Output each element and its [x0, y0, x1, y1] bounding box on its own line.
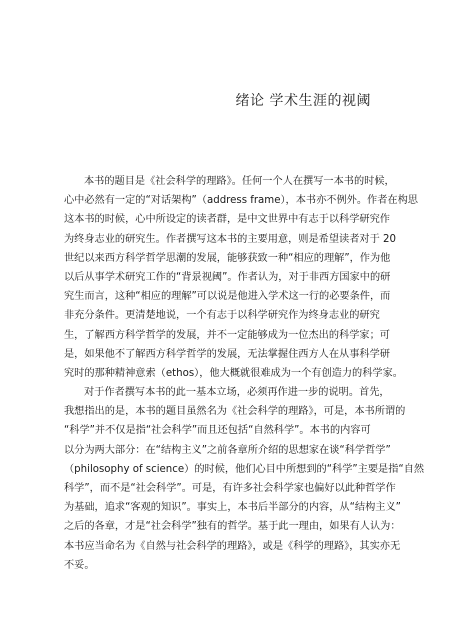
text-line: （philosophy of science）的时候，他们心目中所想到的“科学”主要是指“自然	[64, 463, 425, 475]
text-line: 以分为两大部分：在“结构主义”之前各章所介绍的思想家在谈“科学哲学”	[64, 444, 391, 456]
text-line: “科学”并不仅是指“社会科学”而且还包括“自然科学”。本书的内容可	[64, 425, 371, 437]
paragraph	[64, 172, 418, 383]
text-line: 生，了解西方科学哲学的发展，并不一定能够成为一位杰出的科学家；可	[64, 329, 390, 341]
text-line: 这本书的时候，心中所设定的读者群，是中文世界中有志于以科学研究作	[64, 214, 390, 226]
text-line: 究生而言，这种“相应的理解”可以说是他进入学术这一行的必要条件，而	[64, 291, 391, 303]
text-line: 非充分条件。更清楚地说，一个有志于以科学研究作为终身志业的研究	[64, 310, 380, 322]
text-line: 究时的那种精神意索（ethos），他大概就很难成为一个有创造力的科学家。	[64, 367, 403, 379]
text-line: 之后的各章，才是“社会科学”独有的哲学。基于此一理由，如果有人认为：	[64, 521, 401, 533]
text-line: 科学”，而不是“社会科学”。可是，有许多社会科学家也偏好以此种哲学作	[64, 483, 396, 494]
text-line: 为终身志业的研究生。作者撰写这本书的主要用意，则是希望读者对于 20	[64, 233, 397, 245]
body-text	[64, 172, 425, 575]
text-line: 本书应当命名为《自然与社会科学的理路》，或是《科学的理路》，其实亦无	[64, 540, 401, 552]
text-line: 不妥。	[64, 559, 95, 571]
text-line: 世纪以来西方科学哲学思潮的发展，能够获致一种“相应的理解”，作为他	[64, 252, 391, 264]
chapter-title: 绪论 学术生涯的视阈	[235, 93, 371, 109]
paragraph	[64, 383, 425, 575]
text-line: 我想指出的是，本书的题目虽然名为《社会科学的理路》，可是，本书所谓的	[64, 406, 406, 418]
text-line: 本书的题目是《社会科学的理路》。任何一个人在撰写一本书的时候，	[84, 176, 395, 187]
text-line: 以后从事学术研究工作的“背景视阈”。作者认为，对于非西方国家中的研	[64, 271, 391, 283]
text-line: 对于作者撰写本书的此一基本立场，必须再作进一步的说明。首先，	[84, 387, 390, 399]
text-line: 心中必然有一定的“对话架构”（address frame），本书亦不例外。作者在构思	[64, 195, 418, 207]
text-line: 为基础，追求“客观的知识”。事实上，本书后半部分的内容，从“结构主义”	[64, 502, 401, 514]
text-line: 是，如果他不了解西方科学哲学的发展，无法掌握住西方人在从事科学研	[64, 348, 390, 360]
